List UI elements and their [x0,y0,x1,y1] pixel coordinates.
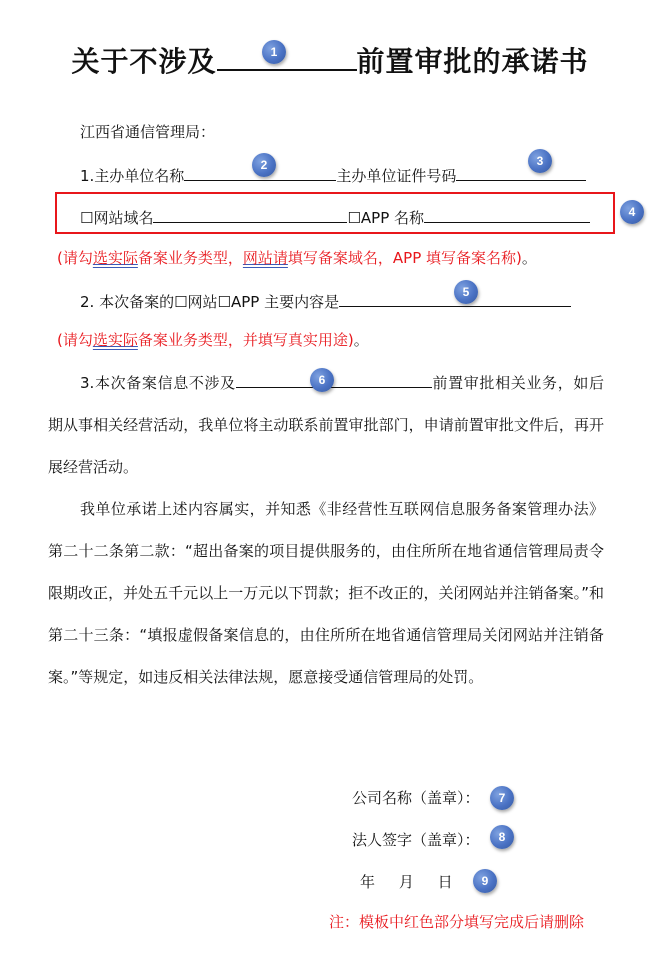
note1-part2: 选实际 [92,249,138,267]
marker-badge-7: 7 [490,786,514,810]
marker-badge-2: 2 [252,153,276,177]
signature-date: 年 月 日 [360,873,453,891]
title-blank[interactable] [217,43,357,71]
recipient: 江西省通信管理局： [80,123,216,141]
note2-end: 。 [353,331,369,349]
website-domain-label[interactable]: ☐网站域名 [80,209,154,227]
document-title [0,40,660,80]
organizer-name-label: 1.主办单位名称 [80,167,185,185]
red-note-2 [57,330,369,350]
red-note-1 [57,248,537,268]
marker-badge-8: 8 [490,825,514,849]
marker-badge-5: 5 [454,280,478,304]
title-prefix: 关于不涉及 [71,45,217,78]
main-content-label: 2. 本次备案的☐网站☐APP 主要内容是 [80,293,340,311]
item3-prefix: 3.本次备案信息不涉及 [80,374,236,392]
note1-part1: (请勾 [57,249,93,267]
commitment-paragraph: 我单位承诺上述内容属实，并知悉《非经营性互联网信息服务备案管理办法》第二十二条第二款：“超出备案的项目提供服务的，由住所所在地省通信管理局责令限期改正，并处五千元以上一万元以下罚款；拒不改正的，关闭网站并注销备案。”和第二十三条：“填报虚假备案信息的，由住所所在地省通信管理局关闭网站并注销备案。”等规定，如违反相关法律法规，愿意接受通信管理局的处罚。 [48,500,604,686]
note1-part4: 网站请 [242,249,288,267]
note2-part2: 选实际 [92,331,138,349]
note1-end: 。 [521,249,537,267]
item1-line [80,164,586,186]
organizer-id-field[interactable] [456,164,586,181]
item3-suffix: 前置审批相关业务，如后期从事相关经营活动，我单位将主动联系前置审批部门，申请前置审批文件后，再开展经营活动。 [48,374,604,476]
title-suffix: 前置审批的承诺书 [356,45,589,78]
marker-badge-6: 6 [310,368,334,392]
note1-part5: 填写备案域名，APP 填写备案名称) [287,249,522,267]
note2-part3: 备案业务类型，并填写真实用途) [137,331,354,349]
marker-badge-9: 9 [473,869,497,893]
item2-line [80,290,571,312]
organizer-id-label: 主办单位证件号码 [336,167,457,185]
marker-badge-3: 3 [528,149,552,173]
marker-badge-1: 1 [262,40,286,64]
app-name-label[interactable]: ☐APP 名称 [347,209,425,227]
note2-part1: (请勾 [57,331,93,349]
legal-rep-signature: 法人签字（盖章）： [352,831,480,849]
marker-badge-4: 4 [620,200,644,224]
red-footer-note: 注：模板中红色部分填写完成后请删除 [329,913,585,931]
note1-part3: 备案业务类型， [137,249,243,267]
website-domain-field[interactable] [153,206,347,223]
app-name-field[interactable] [424,206,590,223]
company-name-seal: 公司名称（盖章）： [352,789,480,807]
website-app-line [80,206,590,228]
